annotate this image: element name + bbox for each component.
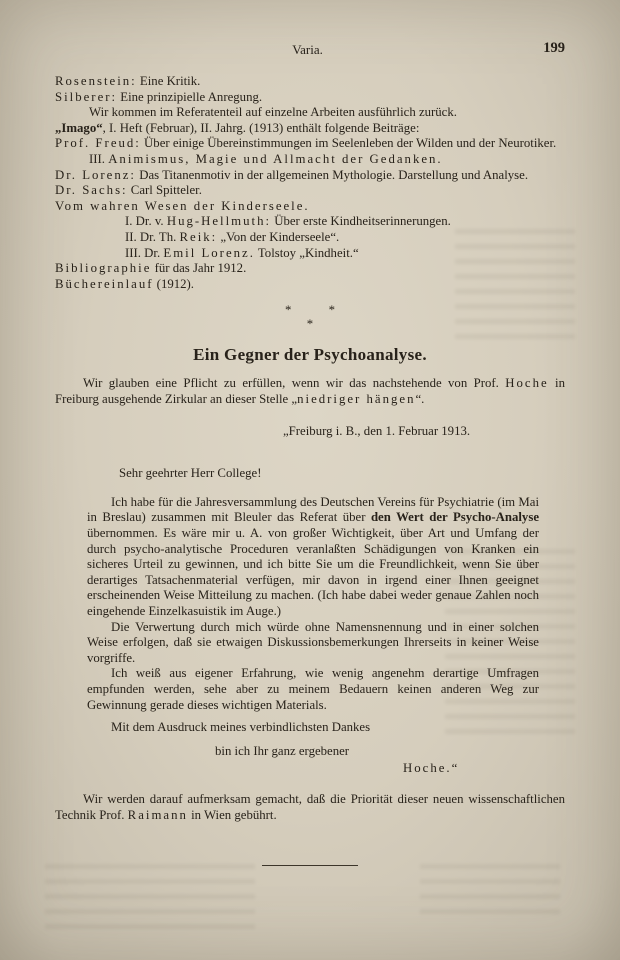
author-name: Rosenstein:	[55, 74, 137, 88]
entry-text: Über erste Kindheitserinnerungen.	[271, 214, 451, 229]
entry-text: I. Dr. v.	[125, 214, 167, 229]
bib-entry-imago	[55, 121, 565, 137]
intro-text: “.	[415, 391, 425, 406]
entry-text: III. Dr.	[125, 245, 164, 260]
entry-text: Über einige Übereinstimmungen im Seelenleben der Wilden und der Neurotiker. III.	[89, 136, 557, 167]
intro-text: Wir glauben eine Pflicht zu erfüllen, wenn wir das nachstehende von Prof.	[83, 376, 506, 391]
bib-entry-freud	[55, 136, 565, 167]
author-name: Hug-Hellmuth:	[166, 214, 272, 229]
bib-entry-lorenz	[55, 168, 565, 184]
bleedthrough-texture	[420, 860, 560, 920]
separator-star-bottom: *	[306, 316, 314, 331]
letter-text: Ich habe für die Jahresversammlung des Deutschen Vereins für Psychiatrie (im Mai in Breslau) zusammen mit Bleuler das Referat über	[87, 494, 539, 525]
section-divider-rule	[262, 865, 358, 866]
letter-paragraph-1	[87, 495, 539, 620]
letter-text: übernommen. Es wäre mir u. A. von großer Wichtigkeit, über Art und Umfang der durch psycho-analytische Proceduren veranlaßten Schädigungen von Kranken ein sicheres Urteil zu gewinnen, und ich bitte Sie um die Freundlichkeit, wenn Sie über derartiges Tatsachenmaterial verfügen, mir davon in irgend einer Ihnen geeignet erscheinenden Weise Mitteilung zu machen. (Ich habe dabei weder genaue Zahlen noch eingehende Einzelkasuistik im Auge.)	[87, 525, 539, 618]
entry-text: für das Jahr 1912.	[151, 261, 247, 276]
bleedthrough-texture	[45, 860, 255, 935]
page-number: 199	[543, 40, 565, 56]
article-heading: Ein Gegner der Psychoanalyse.	[193, 344, 427, 364]
author-name: Emil Lorenz.	[163, 245, 255, 260]
letter-paragraph-3: Ich weiß aus eigener Erfahrung, wie wenig angenehm derartige Umfragen empfunden werden, sehe aber zu meinem Bedauern keinen anderen Weg zur Gewinnung gerade dieses wichtigen Materials.	[87, 666, 539, 712]
bib-entry-hug-hellmuth	[125, 214, 565, 230]
spaced-quote: niedriger hängen	[297, 391, 416, 406]
page-header	[55, 42, 565, 66]
author-name: Prof. Freud:	[55, 136, 141, 151]
entry-text: , I. Heft (Februar), II. Jahrg. (1913) enthält folgende Beiträge:	[102, 120, 420, 135]
letter-signature: Hoche.“	[403, 761, 460, 776]
entry-text: Eine prinzipielle Anregung.	[117, 89, 263, 104]
entry-text: II. Dr. Th.	[125, 230, 180, 245]
bib-note: Wir kommen im Referatenteil auf einzelne Arbeiten ausführlich zurück.	[89, 105, 457, 120]
letter-paragraph-2: Die Verwertung durch mich würde ohne Namensnennung und in einer solchen Weise erfolgen, daß sie etwaigen Diskussionsbemerkungen Ihrerseits in keiner Weise vorgriffe.	[87, 619, 539, 665]
separator-stars-top: * *	[285, 302, 335, 317]
entry-text: (1912).	[153, 276, 194, 291]
running-title: Varia.	[292, 42, 323, 57]
entry-text: „Von der Kinderseele“.	[217, 230, 340, 245]
bib-entry-buchereinlauf	[55, 277, 565, 293]
bib-entry-sachs	[55, 183, 565, 199]
spaced-title: Animismus, Magie und Allmacht der Gedanken.	[108, 152, 443, 167]
letter-salutation: Sehr geehrter Herr College!	[119, 466, 262, 481]
postscript-text: Wir werden darauf aufmerksam gemacht, daß die Priorität dieser neuen wissenschaftlichen Technik Prof.	[55, 792, 565, 822]
bib-entry-bibliographie	[55, 261, 565, 277]
bib-subheading-kinderseele	[55, 199, 565, 215]
intro-text: in Freiburg ausgehende Zirkular an dieser Stelle „	[55, 376, 565, 406]
letter-closing-line: bin ich Ihr ganz ergebener	[215, 743, 350, 758]
author-name: Dr. Sachs:	[55, 183, 128, 198]
entry-text: Eine Kritik.	[136, 74, 201, 88]
bib-entry-rosenstein	[55, 74, 565, 90]
letter-thanks-line: Mit dem Ausdruck meines verbindlichsten Dankes	[111, 720, 371, 735]
author-name: Silberer:	[55, 89, 118, 104]
entry-text: Tolstoy „Kindheit.“	[254, 245, 359, 260]
emphasized-phrase: den Wert der Psycho-Analyse	[370, 510, 539, 525]
intro-paragraph	[55, 376, 565, 407]
postscript-text: in Wien gebührt.	[187, 807, 277, 822]
bibliography-section	[55, 74, 565, 293]
letter-dateline: „Freiburg i. B., den 1. Februar 1913.	[283, 424, 471, 439]
entry-text: Das Titanenmotiv in der allgemeinen Mythologie. Darstellung und Analyse.	[136, 167, 529, 182]
entry-title: Büchereinlauf	[55, 276, 154, 291]
bib-entry-reik	[125, 230, 565, 246]
entry-title: Bibliographie	[55, 261, 152, 276]
postscript-paragraph	[55, 792, 565, 823]
person-name-hoche: Hoche	[505, 376, 549, 391]
bib-entry-silberer	[55, 90, 565, 106]
spaced-heading: Vom wahren Wesen der Kinderseele.	[55, 198, 310, 213]
entry-text: Carl Spitteler.	[127, 183, 202, 198]
author-name: Dr. Lorenz:	[55, 167, 136, 182]
author-name: Reik:	[179, 230, 218, 245]
journal-title: „Imago“	[55, 120, 103, 135]
letter-body	[87, 495, 539, 777]
bib-entry-emil-lorenz	[125, 246, 565, 262]
person-name-raimann: Raimann	[127, 807, 188, 822]
asterisk-separator	[55, 303, 565, 332]
